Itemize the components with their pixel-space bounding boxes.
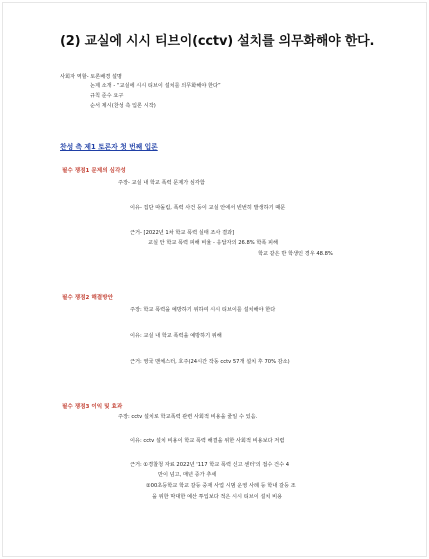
moderator-rules: 규칙 준수 요구 [90,93,124,99]
issue2-evidence: 근거: 영국 맨체스터, 호주(24시간 작동 cctv 57개 설치 후 70% 감소) [130,359,290,365]
issue3-evidence-line2: 만이 넘고, 매년 증가 추세 [158,472,217,478]
moderator-topic: 논제 소개 - “교실에 시시 티브이 설치를 의무화해야 한다” [90,83,221,89]
issue3-evidence-line1: 근거: ①경찰청 자료 2022년 '117 학교 폭력 신고 센터'의 접수 건수 4 [130,462,290,468]
issue2-heading: 필수 쟁점2 해결방안 [62,295,114,301]
issue2-claim: 주장: 학교 폭력을 예방하기 위하여 시시 티브이를 설치해야 한다 [130,307,276,313]
section-heading: 찬성 측 제1 토론자 첫 번째 입론 [60,143,158,151]
issue1-claim: 주장- 교실 내 학교 폭력 문제가 심각함 [118,180,205,186]
issue3-reason: 이유: cctv 설치 비용이 학교 폭력 해결을 위한 사회적 비용보다 저렴 [130,438,285,444]
document-title: (2) 교실에 시시 티브이(cctv) 설치를 의무화해야 한다. [60,34,375,49]
issue3-claim: 주장: cctv 설치로 학교폭력 관련 사회적 비용을 줄일 수 있음. [118,414,258,420]
issue2-reason: 이유: 교실 내 학교 폭력을 예방하기 위해 [130,333,222,339]
issue1-evidence-stat1: 교실 안 학교 폭력 피해 비율 - 응답자의 26.8% 학폭 피해 [148,240,279,246]
moderator-role: 사회자 역할- 토론배경 설명 [60,74,122,80]
issue1-heading: 필수 쟁점1 문제의 심각성 [62,168,126,174]
issue1-evidence-title: 근거- [2022년 1차 학교 폭력 실태 조사 결과] [130,230,235,236]
issue1-evidence-stat2: 학교 같은 반 학생인 경우 48.8% [258,251,333,257]
issue3-heading: 필수 쟁점3 이익 및 효과 [62,404,123,410]
issue3-evidence-line4: 을 위한 막대한 예산 투입보다 적은 시시 티브이 설치 비용 [152,494,283,500]
issue1-reason: 이유- 집단 따돌림, 폭력 사건 등이 교실 안에서 빈번히 발생하기 때문 [130,205,286,211]
moderator-order: 순서 제시(찬성 측 입론 시작) [90,103,156,109]
issue3-evidence-line3: ②00초등학교 학교 갈등 중재 사업 시범 운영 사례 등 학내 갈등 조 [146,483,296,489]
